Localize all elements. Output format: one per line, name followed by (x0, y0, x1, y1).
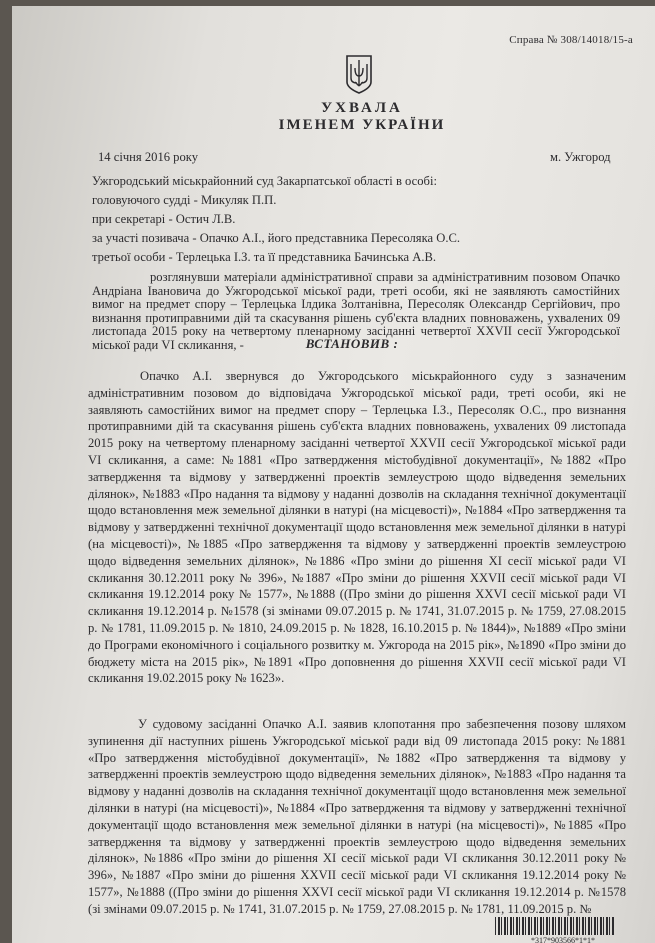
text-line: третьої особи - Терлецька І.З. та її представника Бачинська А.В. (92, 250, 437, 264)
text-line: скликання 19.12.2014 року № 1577», №1888 ((Про зміни до рішення XXVI сесії міської ради VI (88, 587, 626, 602)
barcode (495, 917, 615, 935)
text-line: скликання 30.12.2011 року № 396», №1887 «Про зміни до рішення XXVII сесії міської ради VI (88, 570, 626, 585)
text-line: до Програми економічного і соціального розвитку м. Ужгорода на 2015 рік», №1890 «Про зміни до (88, 637, 626, 652)
text-line: ділянки в натурі (на місцевості)», №1884 «Про затвердження та відмову у затвердженні технічної (88, 801, 626, 815)
text-line: при секретарі - Остич Л.В. (92, 212, 236, 226)
text-line: (на місцевості)», №1885 «Про затвердження та відмову у затвердженні проектів землеустрою (88, 537, 626, 551)
text-line: 1577», №1888 ((Про зміни до рішення XXVI сесії міської ради VI скликання 19.12.2014 р. №1578 (88, 885, 626, 899)
document-city: м. Ужгород (550, 150, 611, 164)
text-line: за участі позивача - Опачко А.І., його представника Пересоляка О.С. (92, 231, 461, 245)
text-line: Андріана Івановича до Ужгородської міської ради, треті особи, які не заявляють самостійних (92, 283, 620, 298)
text-line: листопада 2015 року на четвертому пленарному засіданні четвертої XXVII сесії Ужгородської (92, 324, 620, 339)
text-line: VI скликання, а саме: №1881 «Про затвердження містобудівної документації», №1882 «Про (88, 453, 626, 467)
text-line: протиправними дій та скасування рішень суб'єкта владних повноважень, ухвалених 09 листопада (88, 419, 626, 434)
text-line: (зі змінами 09.07.2015 р. № 1741, 31.07.2015 р. № 1759, 27.08.2015 р. № 1781, 11.09.2015 р. № (88, 901, 592, 916)
text-line: бюджету міста на 2015 рік», №1891 «Про доповнення до рішення XXVII сесії міської ради VI (88, 654, 626, 669)
text-line: р. № 1781, 11.09.2015 р. № 1810, 24.09.2015 р. № 1828, 16.10.2015 р. № 1844)», №1889 «Про зміни (88, 621, 626, 635)
text-line: затвердження та відмову у затвердженні проектів землеустрою щодо відведення земельних (88, 834, 626, 849)
document-date: 14 січня 2016 року (98, 150, 199, 164)
barcode-number: *317*903566*1*1* (531, 936, 595, 943)
text-line: 396», №1887 «Про зміни до рішення XXVII сесії міської ради VI скликання 19.12.2014 року № (88, 868, 626, 883)
text-line: скликання 19.02.2015 року № 1623». (88, 671, 285, 686)
text-line: документації щодо встановлення меж земельної ділянки в натурі (на місцевості)», №1885 «Про (88, 817, 626, 832)
document-subtitle: ІМЕНЕМ УКРАЇНИ (278, 117, 446, 133)
trident-icon (345, 54, 373, 94)
text-line: визнання протиправними дій та скасування рішень суб'єкта владних повноважень, ухвалених 09 (92, 310, 620, 325)
text-line: затвердженні проектів землеустрою щодо відведення земельних ділянок», №1883 «Про надання та (88, 767, 626, 782)
text-line: скликання 19.12.2014 р. №1578 (зі змінами 09.07.2015 р. № 1741, 31.07.2015 р. № 1759, 27.08.2015 (88, 604, 626, 619)
text-line: щодо встановлення меж земельної ділянки в натурі (на місцевості)», №1884 «Про затвердження та (88, 503, 626, 518)
text-line: ділянок», №1883 «Про надання та відмову у наданні дозволів на складання технічної документації (88, 486, 626, 501)
text-line: 2015 року на четвертому пленарному засіданні четвертої XXVII сесії Ужгородської міської ради (88, 436, 626, 451)
text-line: заявляють самостійних вимог на предмет спору – Терлецька І.З., Пересоляк О.С., про визнання (88, 402, 626, 417)
text-line: адміністративним позовом до відповідача Ужгородської міської ради, треті особи, які не (88, 385, 626, 400)
document-title: УХВАЛА (321, 100, 403, 116)
text-line: головуючого судді - Микуляк П.П. (92, 193, 277, 207)
case-number: Справа № 308/14018/15-а (509, 34, 633, 46)
text-line: відмову у затвердженні технічної документації щодо встановлення меж земельної ділянки в натурі (88, 520, 626, 535)
section-heading: ВСТАНОВИВ : (305, 336, 399, 351)
text-line: щодо відведення земельних ділянок», №1886 «Про зміни до рішення XI сесії міської ради VI (88, 553, 626, 568)
text-line: вимог на предмет спору – Терлецька Ілдика Золтанівна, Пересоляк Олександр Сергійович, про (92, 297, 620, 312)
text-line: «Про затвердження містобудівної документації», №1882 «Про затвердження та відмову у (88, 750, 626, 765)
text-line: Ужгородський міськрайонний суд Закарпатської області в особі: (92, 174, 437, 188)
document-page (12, 6, 655, 943)
text-line: відмову у наданні дозволів на складання технічної документації щодо встановлення меж земельної (88, 784, 626, 799)
text-line: Опачко А.І. звернувся до Ужгородського міськрайонного суду з зазначеним (140, 369, 626, 383)
text-line: У судовому засіданні Опачко А.І. заявив клопотання про забезпечення позову шляхом (138, 717, 626, 731)
text-line: міської ради VI скликання, - (92, 338, 244, 352)
text-line: розглянувши матеріали адміністративної справи за адміністративним позовом Опачко (150, 270, 620, 284)
text-line: ділянок», №1886 «Про зміни до рішення XI сесії міської ради VI скликання 30.12.2011 року № (88, 851, 626, 866)
text-line: затвердження та відмову у затвердженні проектів землеустрою щодо відведення земельних (88, 469, 626, 484)
text-line: зупинення дії наступних рішень Ужгородської міської ради від 09 листопада 2015 року: №1881 (88, 733, 626, 748)
